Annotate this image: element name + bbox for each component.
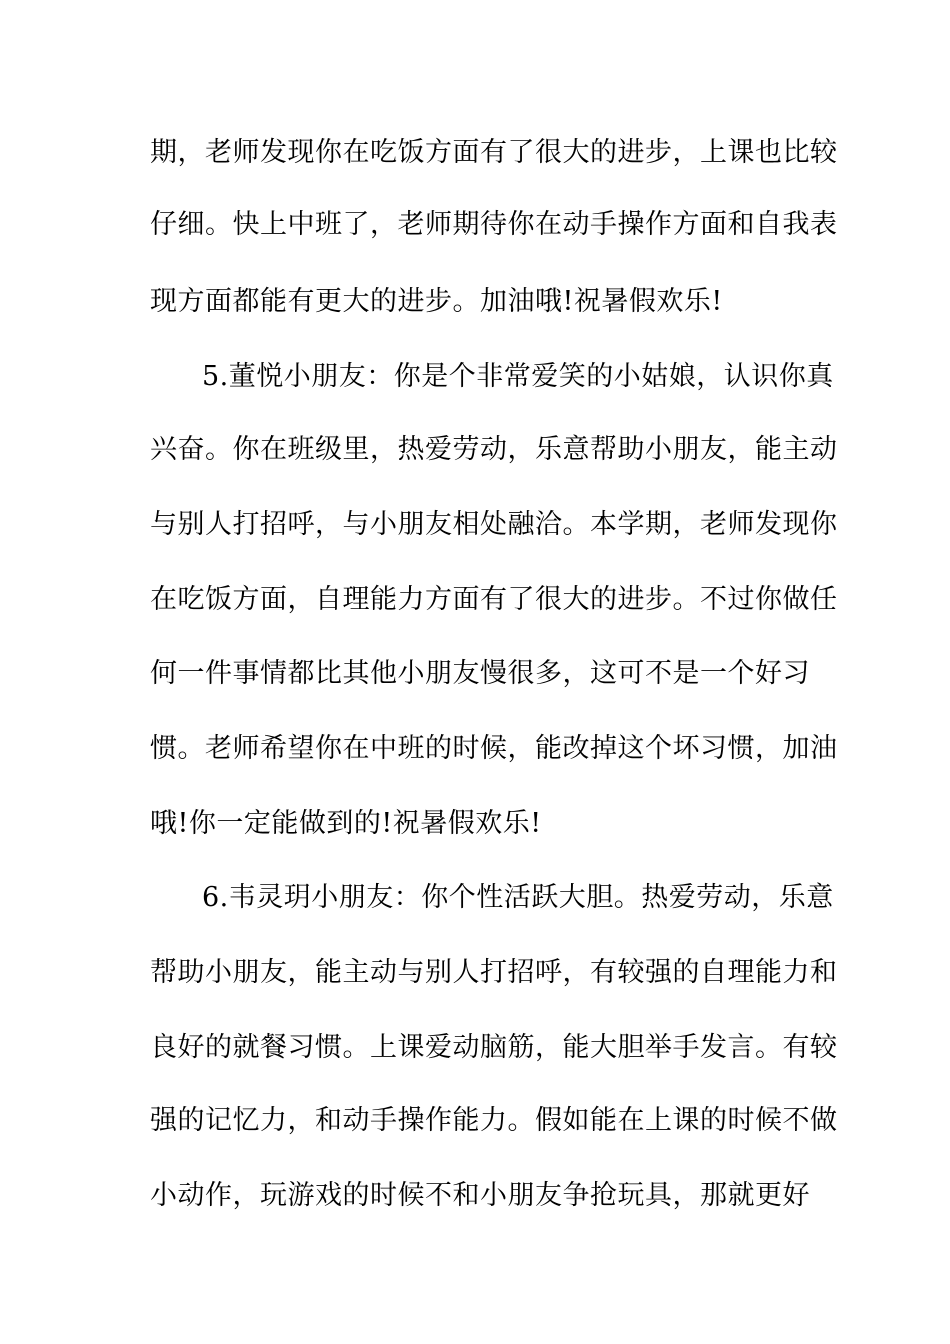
paragraph-line: 强的记忆力，和动手操作能力。假如能在上课的时候不做 bbox=[150, 1105, 838, 1136]
paragraph-line: 期，老师发现你在吃饭方面有了很大的进步，上课也比较 bbox=[150, 137, 838, 168]
paragraph-line: 小动作，玩游戏的时候不和小朋友争抢玩具，那就更好 bbox=[150, 1180, 810, 1211]
paragraph-line: 仔细。快上中班了，老师期待你在动手操作方面和自我表 bbox=[150, 209, 838, 240]
paragraph-line: 在吃饭方面，自理能力方面有了很大的进步。不过你做任 bbox=[150, 584, 838, 615]
paragraph-line: 良好的就餐习惯。上课爱动脑筋，能大胆举手发言。有较 bbox=[150, 1032, 838, 1063]
paragraph-line: 何一件事情都比其他小朋友慢很多，这可不是一个好习 bbox=[150, 658, 810, 689]
paragraph-line: 5.董悦小朋友：你是个非常爱笑的小姑娘，认识你真 bbox=[202, 361, 834, 392]
paragraph-line: 现方面都能有更大的进步。加油哦!祝暑假欢乐! bbox=[150, 286, 723, 317]
paragraph-line: 兴奋。你在班级里，热爱劳动，乐意帮助小朋友，能主动 bbox=[150, 434, 838, 465]
paragraph-line: 6.韦灵玥小朋友：你个性活跃大胆。热爱劳动，乐意 bbox=[202, 882, 834, 913]
paragraph-line: 与别人打招呼，与小朋友相处融洽。本学期，老师发现你 bbox=[150, 509, 838, 540]
paragraph-line: 哦!你一定能做到的!祝暑假欢乐! bbox=[150, 808, 542, 839]
paragraph-line: 惯。老师希望你在中班的时候，能改掉这个坏习惯，加油 bbox=[150, 733, 838, 764]
paragraph-line: 帮助小朋友，能主动与别人打招呼，有较强的自理能力和 bbox=[150, 957, 838, 988]
